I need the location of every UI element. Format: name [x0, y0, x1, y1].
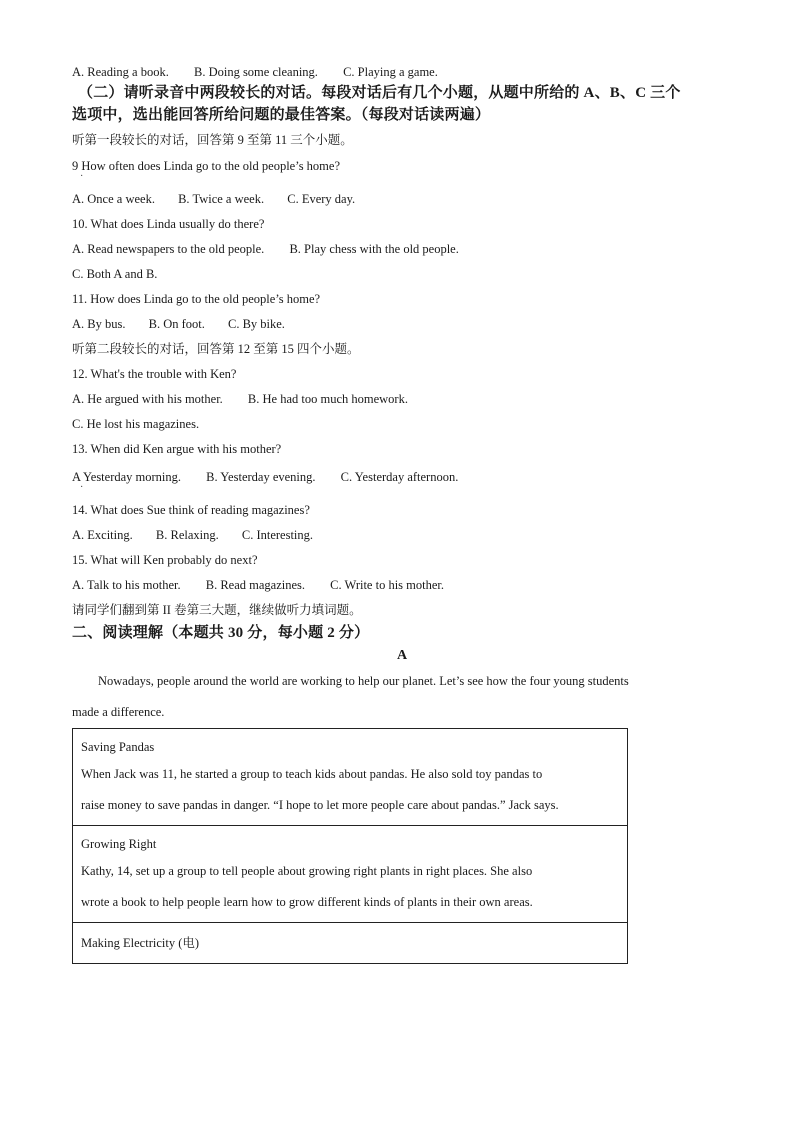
question-14-options — [72, 527, 732, 543]
passage-intro-line1: Nowadays, people around the world are working to help our planet. Let’s see how the four young students — [98, 674, 629, 688]
option: A. Talk to his mother. — [72, 578, 181, 592]
option: C. Interesting. — [241, 528, 314, 542]
question-13-options — [72, 469, 732, 485]
question-10-options — [72, 241, 732, 257]
q8-option-a: A. Reading a book. — [72, 65, 169, 79]
option: B. On foot. — [148, 317, 205, 331]
dot-mark: · — [80, 171, 84, 182]
dot-mark: · — [80, 482, 84, 493]
option: B. Play chess with the old people. — [289, 242, 459, 256]
question-11: 11. How does Linda go to the old people’s home? — [72, 292, 321, 306]
box-title: Growing Right — [81, 837, 157, 851]
option: B. Twice a week. — [178, 192, 265, 206]
box-title: Saving Pandas — [81, 740, 155, 754]
option: C. Yesterday afternoon. — [340, 470, 459, 484]
student-info-table — [72, 728, 628, 964]
q8-options — [72, 64, 732, 80]
option: A. Once a week. — [72, 192, 155, 206]
question-12: 12. What's the trouble with Ken? — [72, 367, 237, 381]
passage-label: A — [396, 648, 408, 663]
option: A Yesterday morning. — [72, 470, 182, 484]
table-cell — [73, 923, 628, 964]
option: B. Relaxing. — [155, 528, 219, 542]
reading-heading: 二、阅读理解（本题共 30 分，每小题 2 分） — [72, 625, 370, 641]
question-9: 9 How often does Linda go to the old people’s home? — [72, 159, 340, 173]
q8-option-b: B. Doing some cleaning. — [193, 65, 318, 79]
option: A. He argued with his mother. — [72, 392, 223, 406]
question-11-options — [72, 316, 732, 332]
section2-heading-line1: （二）请听录音中两段较长的对话。每段对话后有几个小题，从题中所给的 A、B、C 三个 — [78, 85, 681, 101]
box-text: Kathy, 14, set up a group to tell people about growing right plants in right places. She also — [81, 864, 533, 878]
section2-heading-line2: 选项中，选出能回答所给问题的最佳答案。（每段对话读两遍） — [72, 107, 491, 123]
turn-page-note: 请同学们翻到第 II 卷第三大题，继续做听力填词题。 — [72, 603, 362, 617]
dialog2-intro: 听第二段较长的对话，回答第 12 至第 15 四个小题。 — [72, 342, 360, 356]
table-row — [73, 729, 628, 826]
box-text: raise money to save pandas in danger. “I hope to let more people care about pandas.” Jack says. — [81, 798, 559, 812]
box-title: Making Electricity (电) — [81, 936, 200, 950]
option: C. Write to his mother. — [330, 578, 444, 592]
option: A. Exciting. — [72, 528, 133, 542]
question-10-option-c: C. Both A and B. — [72, 267, 158, 281]
question-12-option-c: C. He lost his magazines. — [72, 417, 200, 431]
option: C. Every day. — [287, 192, 356, 206]
option: B. Read magazines. — [205, 578, 306, 592]
table-row — [73, 923, 628, 964]
box-text: wrote a book to help people learn how to grow different kinds of plants in their own areas. — [81, 895, 533, 909]
option: B. Yesterday evening. — [206, 470, 316, 484]
question-12-options — [72, 391, 732, 407]
option: B. He had too much homework. — [247, 392, 408, 406]
question-14: 14. What does Sue think of reading magazines? — [72, 503, 310, 517]
dialog1-intro: 听第一段较长的对话，回答第 9 至第 11 三个小题。 — [72, 133, 353, 147]
table-row — [73, 826, 628, 923]
option: C. By bike. — [227, 317, 285, 331]
box-text: When Jack was 11, he started a group to teach kids about pandas. He also sold toy pandas to — [81, 767, 543, 781]
exam-page — [72, 64, 732, 964]
option: A. By bus. — [72, 317, 126, 331]
option: A. Read newspapers to the old people. — [72, 242, 265, 256]
question-9-options — [72, 191, 732, 207]
table-cell — [73, 729, 628, 826]
q8-option-c: C. Playing a game. — [343, 65, 438, 79]
question-15-options — [72, 577, 732, 593]
question-10: 10. What does Linda usually do there? — [72, 217, 265, 231]
table-cell — [73, 826, 628, 923]
question-15: 15. What will Ken probably do next? — [72, 553, 258, 567]
question-13: 13. When did Ken argue with his mother? — [72, 442, 282, 456]
passage-intro-line2: made a difference. — [72, 705, 165, 719]
